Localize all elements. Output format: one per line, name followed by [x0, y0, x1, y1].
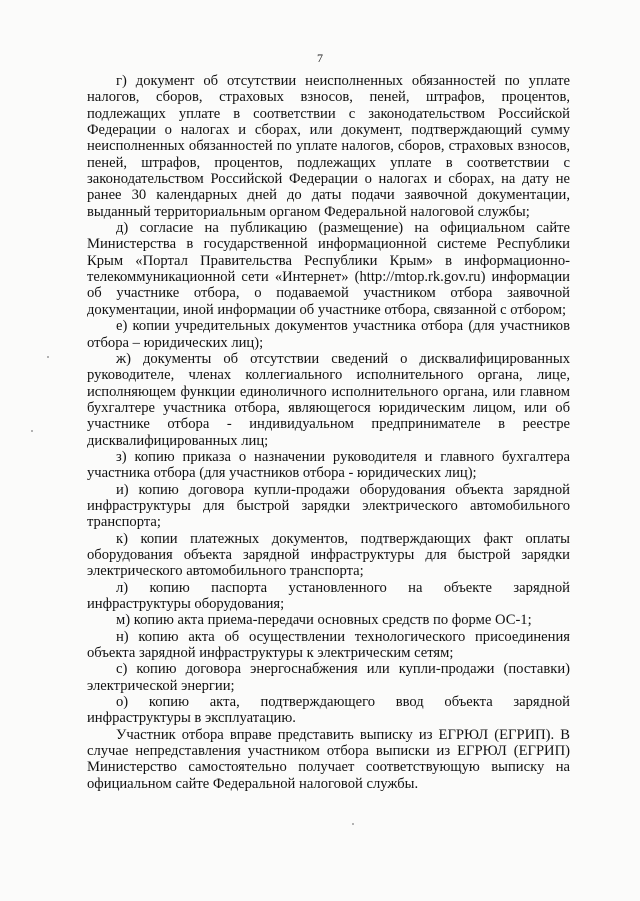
paragraph-e: е) копии учредительных документов участника отбора (для участников отбора – юридических лиц);: [87, 318, 570, 351]
paragraph-s: с) копию договора энергоснабжения или купли-продажи (поставки) электрической энергии;: [87, 661, 570, 694]
paragraph-d: д) согласие на публикацию (размещение) на официальном сайте Министерства в государственной информационной системе Республики Крым «Портал Правительства Республики Крым» в информационно-телекоммуникационной сети «Интернет» (http://mtop.rk.gov.ru) информации об участнике отбора, о подаваемой участником отбора заявочной документации, иной информации об участнике отбора, связанной с отбором;: [87, 220, 570, 318]
scan-speck: [352, 823, 354, 825]
paragraph-o: о) копию акта, подтверждающего ввод объекта зарядной инфраструктуры в эксплуатацию.: [87, 694, 570, 727]
paragraph-k: к) копии платежных документов, подтверждающих факт оплаты оборудования объекта зарядной инфраструктуры для быстрой зарядки электрического автомобильного транспорта;: [87, 530, 570, 580]
paragraph-zh: ж) документы об отсутствии сведений о дисквалифицированных руководителе, членах коллегиального исполнительного органа, лице, исполняющем функции единоличного исполнительного органа, или главном бухгалтере участника отбора, являющегося юридическим лицом, или об участнике отбора - индивидуальном предпринимателе в реестре дисквалифицированных лиц;: [87, 350, 570, 449]
page-number: 7: [317, 51, 323, 65]
scan-speck: [47, 356, 49, 358]
paragraph-z: з) копию приказа о назначении руководителя и главного бухгалтера участника отбора (для участников отбора - юридических лиц);: [87, 448, 570, 482]
paragraph-l: л) копию паспорта установленного на объекте зарядной инфраструктуры оборудования;: [87, 579, 570, 612]
paragraph-extract: Участник отбора вправе представить выписку из ЕГРЮЛ (ЕГРИП). В случае непредставления участником отбора выписки из ЕГРЮЛ (ЕГРИП) Министерство самостоятельно получает соответствующую выписку на официальном сайте Федеральной налоговой службы.: [87, 726, 570, 792]
scan-speck: [31, 430, 33, 432]
document-body: [87, 73, 570, 792]
paragraph-n: н) копию акта об осуществлении технологического присоединения объекта зарядной инфраструктуры к электрическим сетям;: [87, 628, 570, 662]
paragraph-m: м) копию акта приема-передачи основных средств по форме ОС-1;: [116, 612, 532, 629]
paragraph-g: г) документ об отсутствии неисполненных обязанностей по уплате налогов, сборов, страховых взносов, пеней, штрафов, процентов, подлежащих уплате в соответствии с законодательством Российской Федерации о налогах и сборах, или документ, подтверждающий сумму неисполненных обязанностей по уплате налогов, сборов, страховых взносов, пеней, штрафов, процентов, подлежащих уплате в соответствии с законодательством Российской Федерации о налогах и сборах, на дату не ранее 30 календарных дней до даты подачи заявочной документации, выданный территориальным органом Федеральной налоговой службы;: [87, 73, 570, 220]
paragraph-i: и) копию договора купли-продажи оборудования объекта зарядной инфраструктуры для быстрой зарядки электрического автомобильного транспорта;: [87, 481, 570, 531]
